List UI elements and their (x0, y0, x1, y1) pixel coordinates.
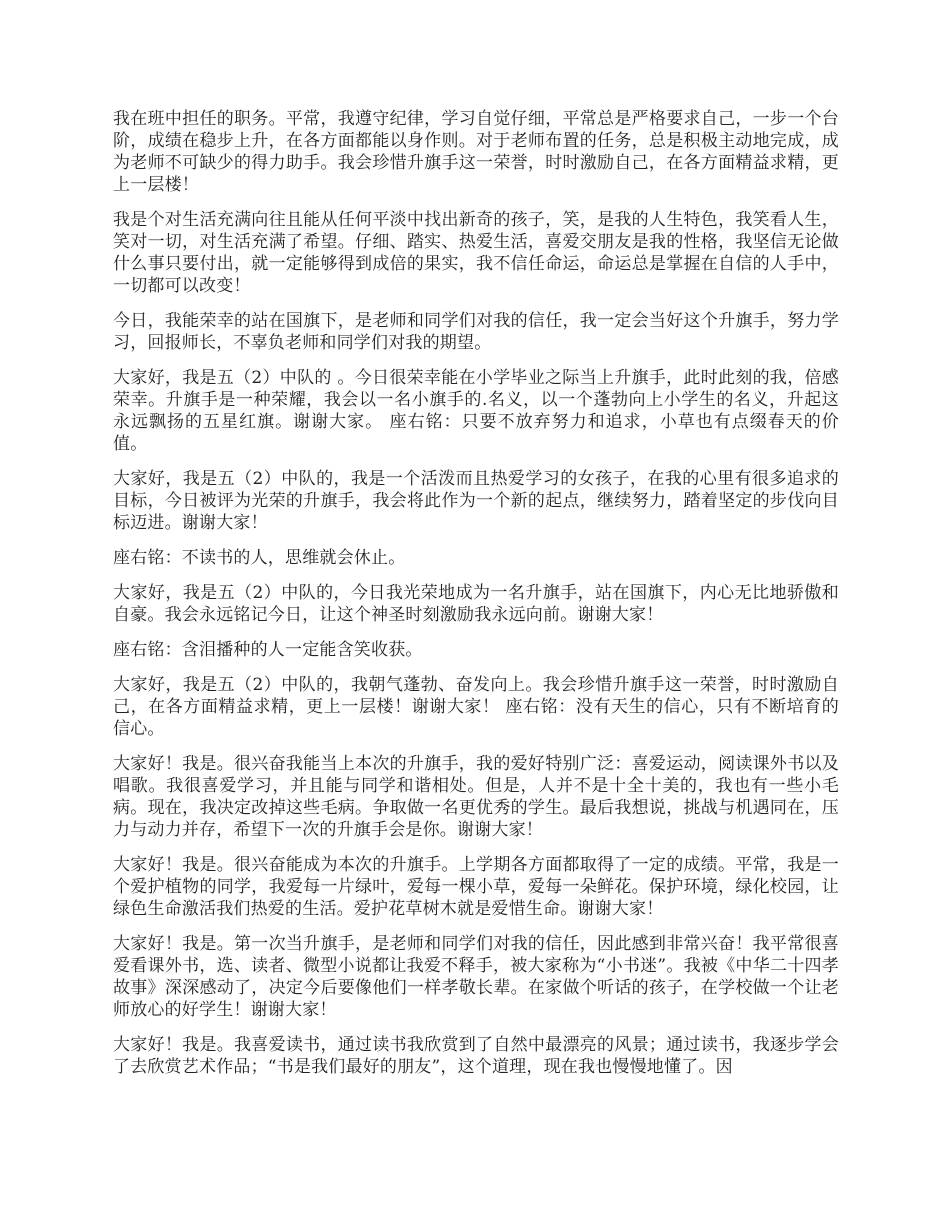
paragraph: 大家好！我是。很兴奋能成为本次的升旗手。上学期各方面都取得了一定的成绩。平常，我是一个爱护植物的同学，我爱每一片绿叶，爱每一棵小草，爱每一朵鲜花。保护环境，绿化校园，让绿色生命激活我们热爱的生活。爱护花草树木就是爱惜生命。谢谢大家！ (113, 855, 839, 919)
paragraph: 今日，我能荣幸的站在国旗下，是老师和同学们对我的信任，我一定会当好这个升旗手，努力学习，回报师长，不辜负老师和同学们对我的期望。 (113, 311, 839, 353)
paragraph: 大家好！我是。我喜爱读书，通过读书我欣赏到了自然中最漂亮的风景；通过读书，我逐步学会了去欣赏艺术作品；“书是我们最好的朋友”，这个道理，现在我也慢慢地懂了。因 (113, 1035, 839, 1077)
paragraph: 我是个对生活充满向往且能从任何平淡中找出新奇的孩子，笑，是我的人生特色，我笑看人生，笑对一切，对生活充满了希望。仔细、踏实、热爱生活，喜爱交朋友是我的性格，我坚信无论做什么事只要付出，就一定能够得到成倍的果实，我不信任命运，命运总是掌握在自信的人手中，一切都可以改变！ (113, 210, 839, 296)
paragraph: 大家好，我是五（2）中队的 。今日很荣幸能在小学毕业之际当上升旗手，此时此刻的我，倍感荣幸。升旗手是一种荣耀，我会以一名小旗手的.名义，以一个蓬勃向上小学生的名义，升起这永远飘扬的五星红旗。谢谢大家。 座右铭：只要不放弃努力和追求，小草也有点缀春天的价值。 (113, 368, 839, 454)
paragraph: 大家好！我是。很兴奋我能当上本次的升旗手，我的爱好特别广泛：喜爱运动，阅读课外书以及唱歌。我很喜爱学习，并且能与同学和谐相处。但是，人并不是十全十美的，我也有一些小毛病。现在，我决定改掉这些毛病。争取做一名更优秀的学生。最后我想说，挑战与机遇同在，压力与动力并存，希望下一次的升旗手会是你。谢谢大家！ (113, 754, 839, 840)
paragraph: 大家好，我是五（2）中队的，我朝气蓬勃、奋发向上。我会珍惜升旗手这一荣誉，时时激励自己，在各方面精益求精，更上一层楼！谢谢大家！ 座右铭：没有天生的信心，只有不断培育的信心。 (113, 675, 839, 739)
document-body (113, 108, 839, 1078)
paragraph: 大家好，我是五（2）中队的，我是一个活泼而且热爱学习的女孩子，在我的心里有很多追求的目标，今日被评为光荣的升旗手，我会将此作为一个新的起点，继续努力，踏着坚定的步伐向目标迈进。谢谢大家！ (113, 469, 839, 533)
motto-line: 座右铭：不读书的人，思维就会休止。 (113, 548, 406, 568)
paragraph: 大家好！我是。第一次当升旗手，是老师和同学们对我的信任，因此感到非常兴奋！我平常很喜爱看课外书，选、读者、微型小说都让我爱不释手，被大家称为“小书迷”。我被《中华二十四孝故事》深深感动了，决定今后要像他们一样孝敬长辈。在家做个听话的孩子，在学校做一个让老师放心的好学生！谢谢大家！ (113, 934, 839, 1020)
paragraph: 我在班中担任的职务。平常，我遵守纪律，学习自觉仔细，平常总是严格要求自己，一步一个台阶，成绩在稳步上升，在各方面都能以身作则。对于老师布置的任务，总是积极主动地完成，成为老师不可缺少的得力助手。我会珍惜升旗手这一荣誉，时时激励自己，在各方面精益求精，更上一层楼！ (113, 109, 839, 195)
motto-line: 座右铭：含泪播种的人一定能含笑收获。 (113, 640, 423, 660)
paragraph: 大家好，我是五（2）中队的，今日我光荣地成为一名升旗手，站在国旗下，内心无比地骄傲和自豪。我会永远铭记今日，让这个神圣时刻激励我永远向前。谢谢大家！ (113, 583, 839, 625)
